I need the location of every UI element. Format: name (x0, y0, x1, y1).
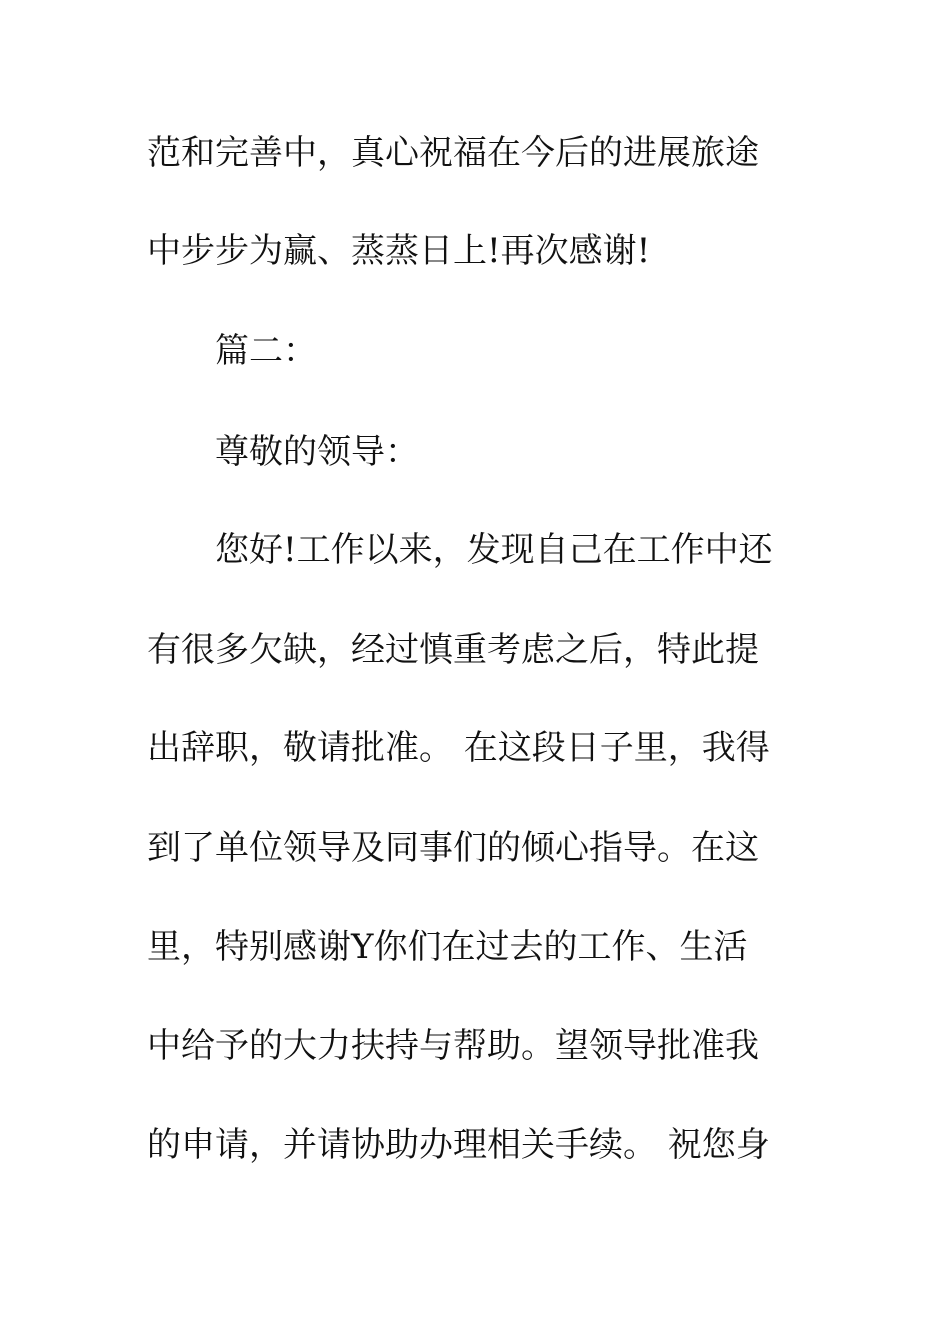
text-line: 里，特别感谢Y你们在过去的工作、生活 (147, 927, 748, 967)
salutation: 尊敬的领导： (215, 432, 419, 472)
text-line: 出辞职，敬请批准。 在这段日子里，我得 (147, 728, 770, 768)
text-line: 到了单位领导及同事们的倾心指导。在这 (147, 828, 759, 868)
text-line: 的申请，并请协助办理相关手续。 祝您身 (147, 1125, 770, 1165)
text-line: 有很多欠缺，经过慎重考虑之后，特此提 (147, 630, 759, 670)
text-line: 您好!工作以来，发现自己在工作中还 (215, 530, 773, 570)
text-line: 范和完善中，真心祝福在今后的进展旅途 (147, 133, 759, 173)
text-line: 中步步为赢、蒸蒸日上!再次感谢! (147, 231, 651, 271)
text-line: 中给予的大力扶持与帮助。望领导批准我 (147, 1026, 759, 1066)
section-heading: 篇二： (215, 331, 317, 371)
